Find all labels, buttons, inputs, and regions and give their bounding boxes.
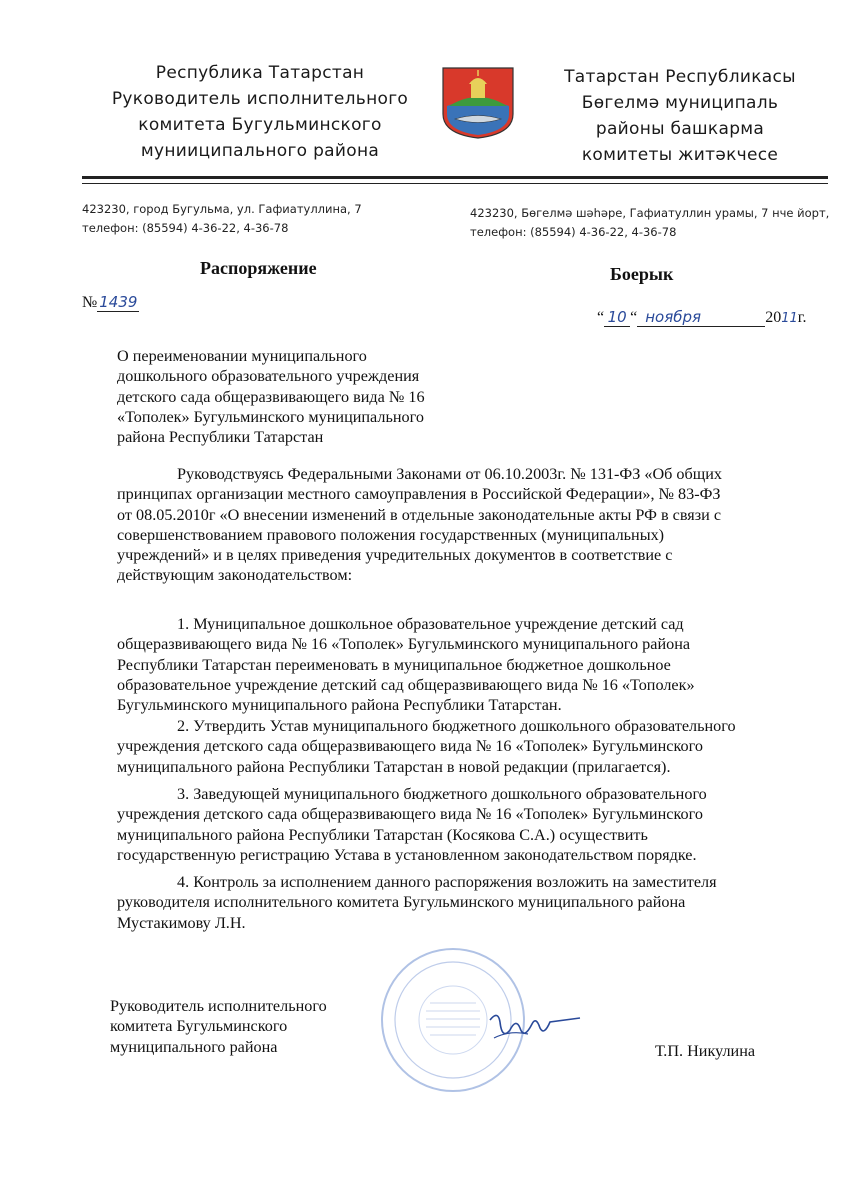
signature-position [110, 996, 410, 1057]
preamble-line: действующим законодательством: [117, 566, 353, 585]
preamble-line: совершенствованием правового положения государственных (муниципальных) [117, 525, 665, 544]
header-divider-thick [82, 176, 828, 179]
date-close-quote: “ [630, 309, 638, 326]
subject-line: О переименовании муниципального [117, 347, 367, 365]
item-line: Мустакимову Л.Н. [117, 913, 246, 932]
date-suffix: г. [797, 309, 807, 326]
item-line: Республики Татарстан переименовать в муниципальное бюджетное дошкольное [117, 655, 671, 674]
doc-title-tt: Боерык [610, 264, 674, 284]
header-right [520, 64, 840, 168]
header-divider-thin [82, 183, 828, 184]
item-line: 2. Утвердить Устав муниципального бюджетного дошкольного образовательного [177, 717, 736, 735]
subject-line: детского сада общеразвивающего вида № 16 [117, 387, 425, 406]
handwritten-signature [480, 1000, 590, 1050]
header-left-line: Руководитель исполнительного [111, 89, 409, 109]
date-year-prefix: 20 [765, 309, 782, 326]
header-right-line: Татарстан Республикасы [564, 67, 796, 87]
preamble-line: Руководствуясь Федеральными Законами от 06.10.2003г. № 131-ФЗ «Об общих [177, 465, 722, 483]
item-line: 1. Муниципальное дошкольное образовательное учреждение детский сад [177, 615, 684, 633]
header-left-line: Республика Татарстан [155, 63, 365, 83]
doc-date [597, 308, 807, 327]
header-left [100, 60, 420, 164]
header-left-line: комитета Бугульминского [138, 115, 382, 135]
doc-title-ru: Распоряжение [200, 258, 317, 278]
subject-line: района Республики Татарстан [117, 428, 324, 447]
preamble-line: принципах организации местного самоуправления в Российской Федерации», № 83-ФЗ [117, 485, 721, 504]
coat-of-arms-emblem [441, 66, 515, 140]
subject-line: дошкольного образовательного учреждения [117, 367, 420, 386]
date-month: ноября [637, 308, 765, 327]
address-right-line: телефон: (85594) 4-36-22, 4-36-78 [470, 225, 677, 239]
item-line: образовательное учреждение детский сад общеразвивающего вида № 16 «Тополек» [117, 675, 695, 694]
item-line: руководителя исполнительного комитета Бугульминского муниципального района [117, 893, 686, 912]
item-line: Бугульминского муниципального района Республики Татарстан. [117, 696, 562, 715]
preamble-line: учреждений» и в целях приведения учредительных документов в соответствие с [117, 546, 673, 565]
doc-subject [117, 346, 477, 447]
item-line: 4. Контроль за исполнением данного распоряжения возложить на заместителя [177, 873, 717, 891]
address-right [470, 204, 840, 242]
doc-number-prefix: № [82, 294, 98, 311]
item-3 [117, 784, 837, 865]
item-line: 3. Заведующей муниципального бюджетного дошкольного образовательного [177, 785, 707, 803]
address-left [82, 200, 462, 238]
signature-position-line: Руководитель исполнительного [110, 997, 327, 1015]
preamble-line: от 08.05.2010г «О внесении изменений в отдельные законодательные акты РФ в связи с [117, 505, 722, 524]
header-right-line: Бөгелмә муниципаль [581, 93, 779, 113]
item-line: учреждения детского сада общеразвивающего вида № 16 «Тополек» Бугульминского [117, 737, 703, 756]
item-line: государственную регистрацию Устава в установленном законодательством порядке. [117, 845, 697, 864]
item-1 [117, 614, 837, 715]
item-line: муниципального района Республики Татарстан в новой редакции (прилагается). [117, 757, 671, 776]
date-year-hand: 11 [781, 311, 798, 326]
item-2 [117, 716, 837, 777]
signature-position-line: муниципального района [110, 1037, 278, 1056]
preamble [117, 464, 837, 586]
date-day: 10 [604, 308, 630, 327]
address-left-line: 423230, город Бугульма, ул. Гафиатуллина, 7 [82, 202, 362, 216]
item-4 [117, 872, 837, 933]
date-open-quote: “ [597, 309, 605, 326]
item-line: муниципального района Республики Татарстан (Косякова С.А.) осуществить [117, 825, 648, 844]
header-right-line: комитеты житәкчесе [581, 145, 779, 165]
address-left-line: телефон: (85594) 4-36-22, 4-36-78 [82, 221, 289, 235]
header-right-line: районы башкарма [595, 119, 765, 139]
subject-line: «Тополек» Бугульминского муниципального [117, 407, 424, 426]
signature-position-line: комитета Бугульминского [110, 1017, 288, 1036]
item-line: общеразвивающего вида № 16 «Тополек» Бугульминского муниципального района [117, 635, 691, 654]
header-left-line: мунииципального района [140, 141, 380, 161]
signature-name: Т.П. Никулина [655, 1042, 756, 1060]
doc-number-value: 1439 [99, 293, 138, 311]
address-right-line: 423230, Бөгелмә шәһәре, Гафиатуллин урамы, 7 нче йорт, [470, 206, 830, 220]
item-line: учреждения детского сада общеразвивающего вида № 16 «Тополек» Бугульминского [117, 805, 703, 824]
doc-number [82, 293, 139, 312]
